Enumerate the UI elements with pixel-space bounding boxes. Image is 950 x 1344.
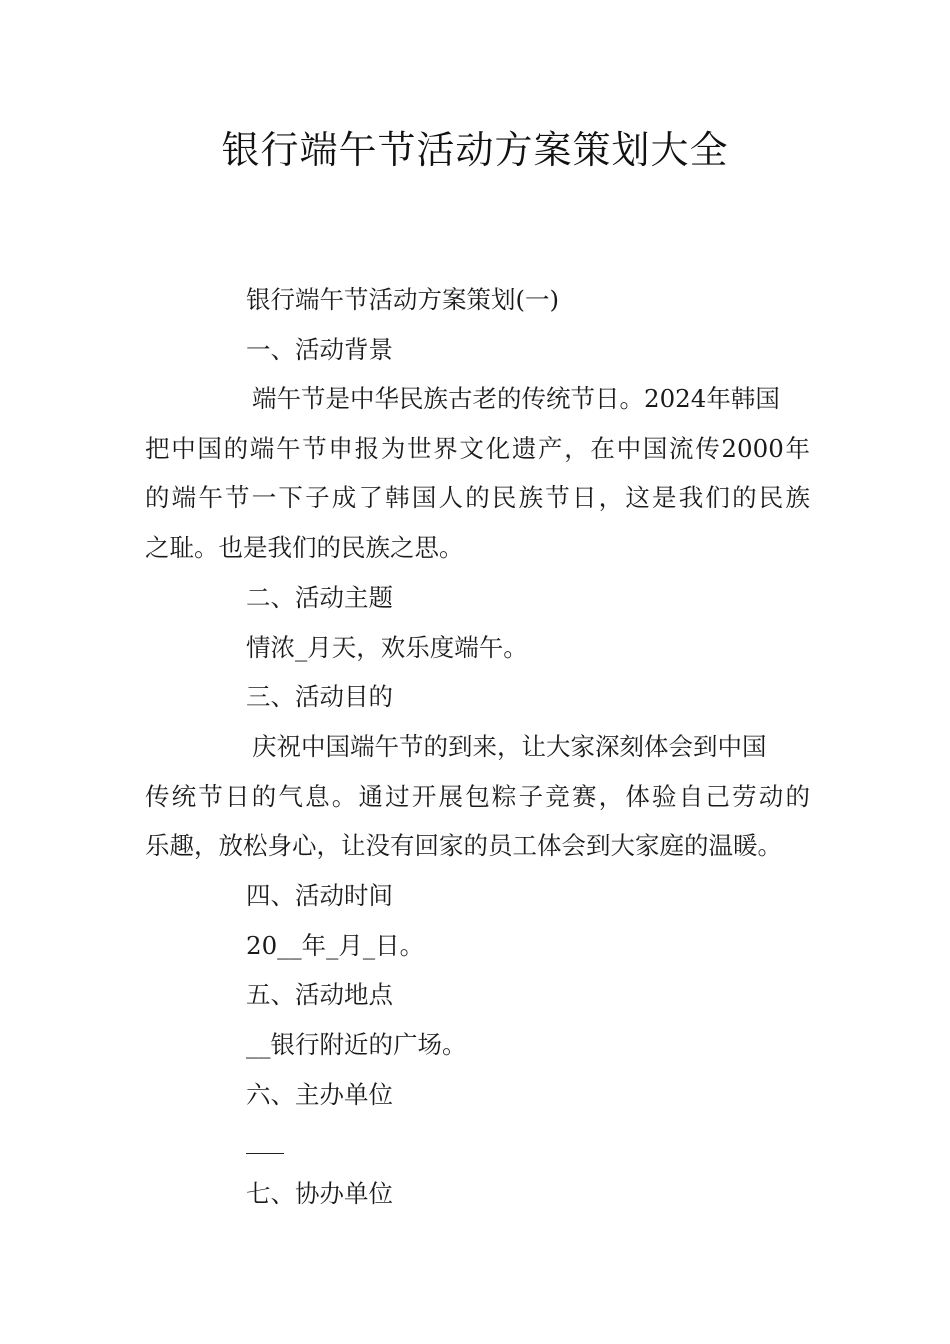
theme-text: 情浓_月天，欢乐度端午。 [246, 633, 528, 662]
background-paragraph-line-1: 端午节是中华民族古老的传统节日。2024年韩国 [252, 384, 780, 413]
section-heading-co-organizer: 七、协办单位 [246, 1179, 393, 1208]
section-heading-purpose: 三、活动目的 [246, 682, 393, 711]
location-text: __银行附近的广场。 [246, 1030, 467, 1059]
purpose-paragraph-line-1: 庆祝中国端午节的到来，让大家深刻体会到中国 [252, 732, 767, 761]
section-heading-background: 一、活动背景 [246, 335, 393, 364]
background-paragraph-line-4: 之耻。也是我们的民族之思。 [145, 533, 464, 562]
section-heading-theme: 二、活动主题 [246, 583, 393, 612]
background-paragraph-line-3: 的端午节一下子成了韩国人的民族节日，这是我们的民族 [145, 483, 810, 512]
document-title: 银行端午节活动方案策划大全 [221, 128, 729, 172]
purpose-paragraph-line-3: 乐趣，放松身心，让没有回家的员工体会到大家庭的温暖。 [145, 831, 782, 860]
section-heading-organizer: 六、主办单位 [246, 1080, 393, 1109]
section-heading-time: 四、活动时间 [246, 881, 393, 910]
background-paragraph-line-2: 把中国的端午节申报为世界文化遗产，在中国流传2000年 [145, 434, 810, 463]
section-heading-location: 五、活动地点 [246, 980, 393, 1009]
purpose-paragraph-line-2: 传统节日的气息。通过开展包粽子竞赛，体验自己劳动的 [145, 782, 810, 811]
time-text: 20__年_月_日。 [246, 931, 425, 960]
plan-subtitle: 银行端午节活动方案策划(一) [246, 285, 560, 314]
organizer-blank-line [246, 1153, 284, 1154]
